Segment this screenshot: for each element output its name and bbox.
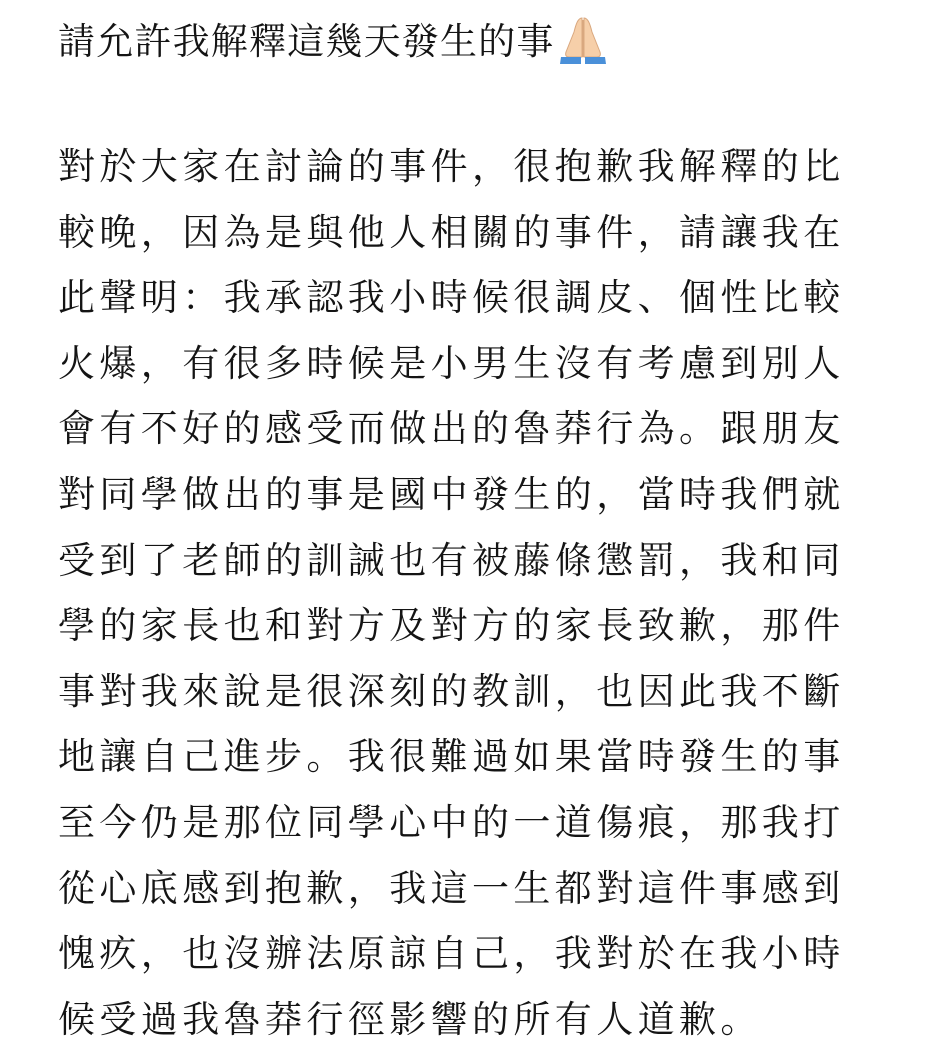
body-line: 此聲明：我承認我小時候很調皮、個性比較	[58, 276, 845, 320]
body-line: 火爆，有很多時候是小男生沒有考慮到別人	[58, 341, 845, 385]
body-line: 地讓自己進步。我很難過如果當時發生的事	[58, 735, 845, 779]
body-line: 對同學做出的事是國中發生的，當時我們就	[58, 472, 845, 516]
body-line: 較晚，因為是與他人相關的事件，請讓我在	[58, 210, 845, 254]
post-title-row	[58, 14, 609, 70]
body-line: 對於大家在討論的事件，很抱歉我解釋的比	[58, 145, 845, 188]
body-line: 至今仍是那位同學心中的一道傷痕，那我打	[58, 800, 845, 844]
body-line: 候受過我魯莽行徑影響的所有人道歉。	[58, 997, 762, 1041]
body-line: 愧疚，也沒辦法原諒自己，我對於在我小時	[58, 932, 845, 976]
post-title: 請允許我解釋這幾天發生的事	[58, 20, 555, 63]
body-line: 受到了老師的訓誡也有被藤條懲罰，我和同	[58, 538, 845, 582]
post-body	[58, 134, 858, 1052]
body-line: 從心底感到抱歉，我這一生都對這件事感到	[58, 866, 845, 910]
folded-hands-icon	[557, 14, 609, 66]
body-line: 學的家長也和對方及對方的家長致歉，那件	[58, 604, 845, 648]
body-line: 會有不好的感受而做出的魯莽行為。跟朋友	[58, 407, 845, 451]
body-line: 事對我來說是很深刻的教訓，也因此我不斷	[58, 669, 845, 713]
